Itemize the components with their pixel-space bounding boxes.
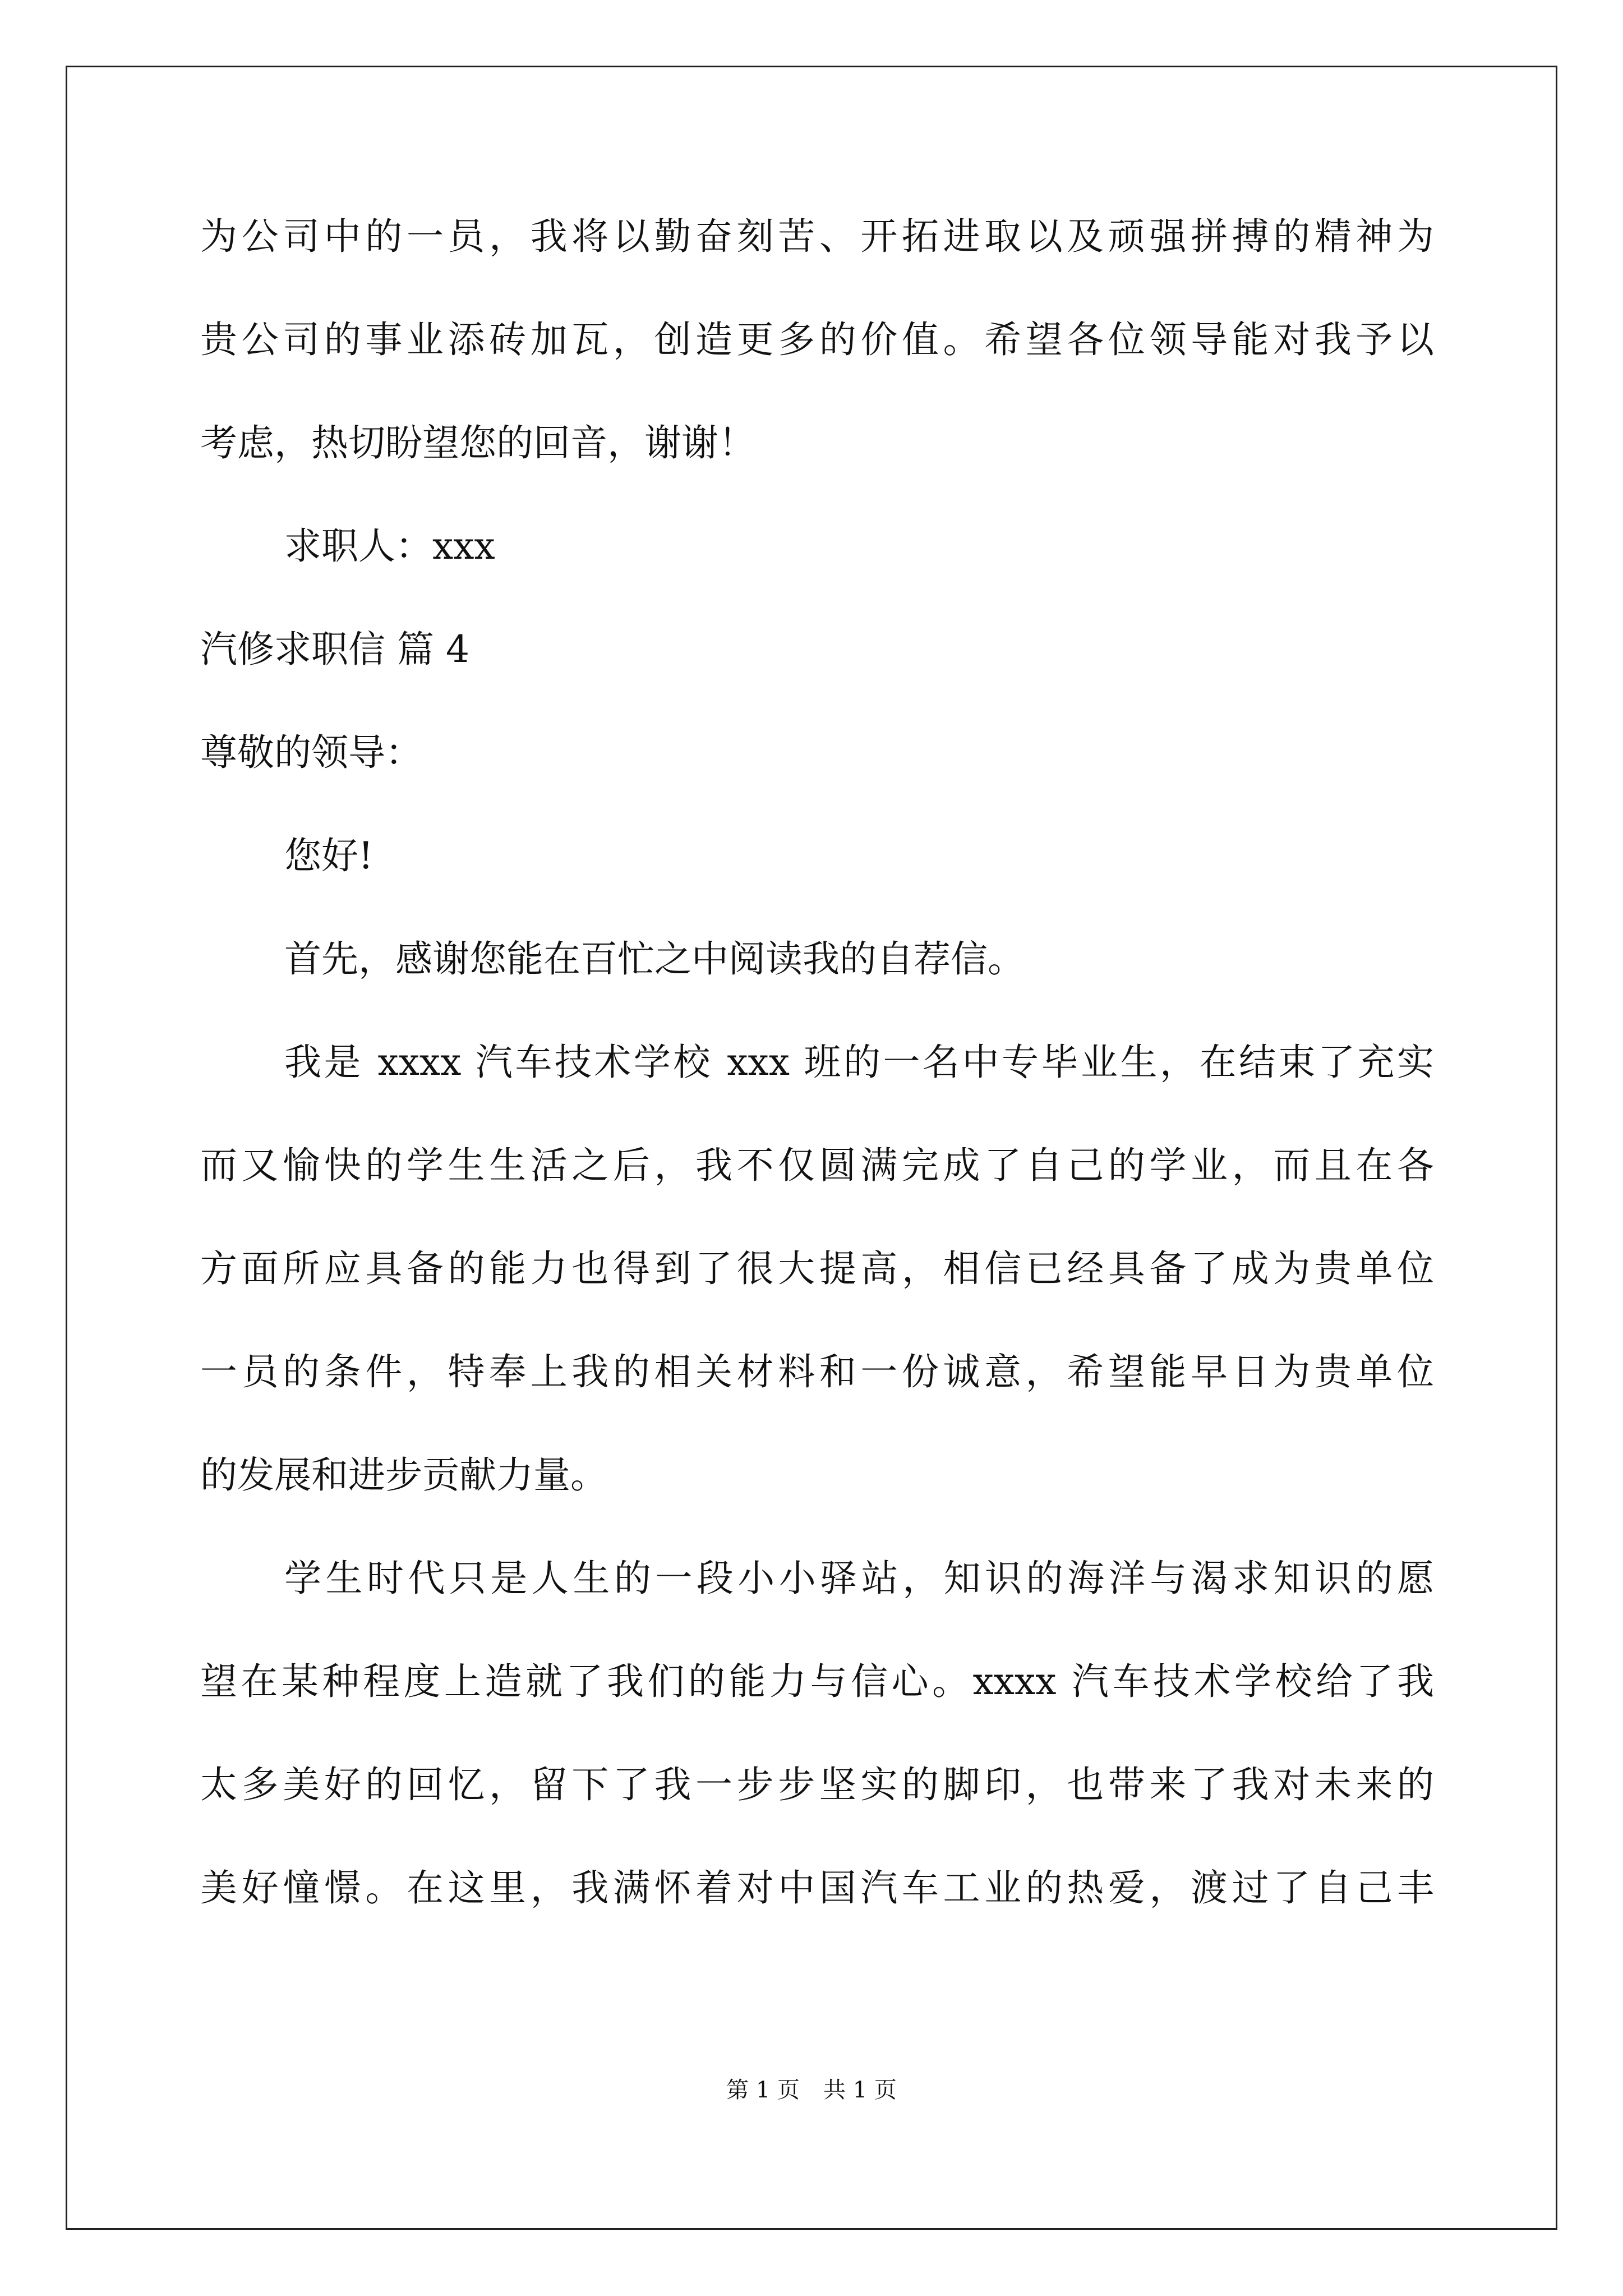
page-total: 共 1 页 (823, 2077, 897, 2103)
signature-line: 求职人：xxx (284, 524, 495, 568)
paragraph-line: 美好憧憬。在这里，我满怀着对中国汽车工业的热爱，渡过了自己丰 (200, 1866, 1434, 1910)
paragraph-line: 方面所应具备的能力也得到了很大提高，相信已经具备了成为贵单位 (200, 1247, 1434, 1290)
salutation: 尊敬的领导： (200, 731, 422, 774)
paragraph-line: 我是 xxxx 汽车技术学校 xxx 班的一名中专毕业生，在结束了充实 (284, 1041, 1434, 1084)
paragraph-line: 太多美好的回忆，留下了我一步步坚实的脚印，也带来了我对未来的 (200, 1763, 1434, 1806)
page-number: 第 1 页 (726, 2077, 800, 2103)
paragraph-line: 的发展和进步贡献力量。 (200, 1453, 607, 1497)
paragraph-line: 贵公司的事业添砖加瓦，创造更多的价值。希望各位领导能对我予以 (200, 318, 1434, 361)
section-heading: 汽修求职信 篇 4 (200, 628, 469, 671)
greeting: 您好! (284, 834, 374, 877)
paragraph-line: 学生时代只是人生的一段小小驿站，知识的海洋与渴求知识的愿 (284, 1557, 1434, 1600)
paragraph-line: 为公司中的一员，我将以勤奋刻苦、开拓进取以及顽强拼搏的精神为 (200, 215, 1434, 258)
page-footer (0, 2074, 1623, 2106)
paragraph-line: 考虑，热切盼望您的回音，谢谢！ (200, 421, 755, 464)
paragraph-line: 而又愉快的学生生活之后，我不仅圆满完成了自己的学业，而且在各 (200, 1144, 1434, 1187)
paragraph-line: 首先，感谢您能在百忙之中阅读我的自荐信。 (284, 937, 1025, 981)
letter-body (200, 212, 1434, 1967)
paragraph-line: 一员的条件，特奉上我的相关材料和一份诚意，希望能早日为贵单位 (200, 1350, 1434, 1393)
paragraph-line: 望在某种程度上造就了我们的能力与信心。xxxx 汽车技术学校给了我 (200, 1660, 1434, 1703)
